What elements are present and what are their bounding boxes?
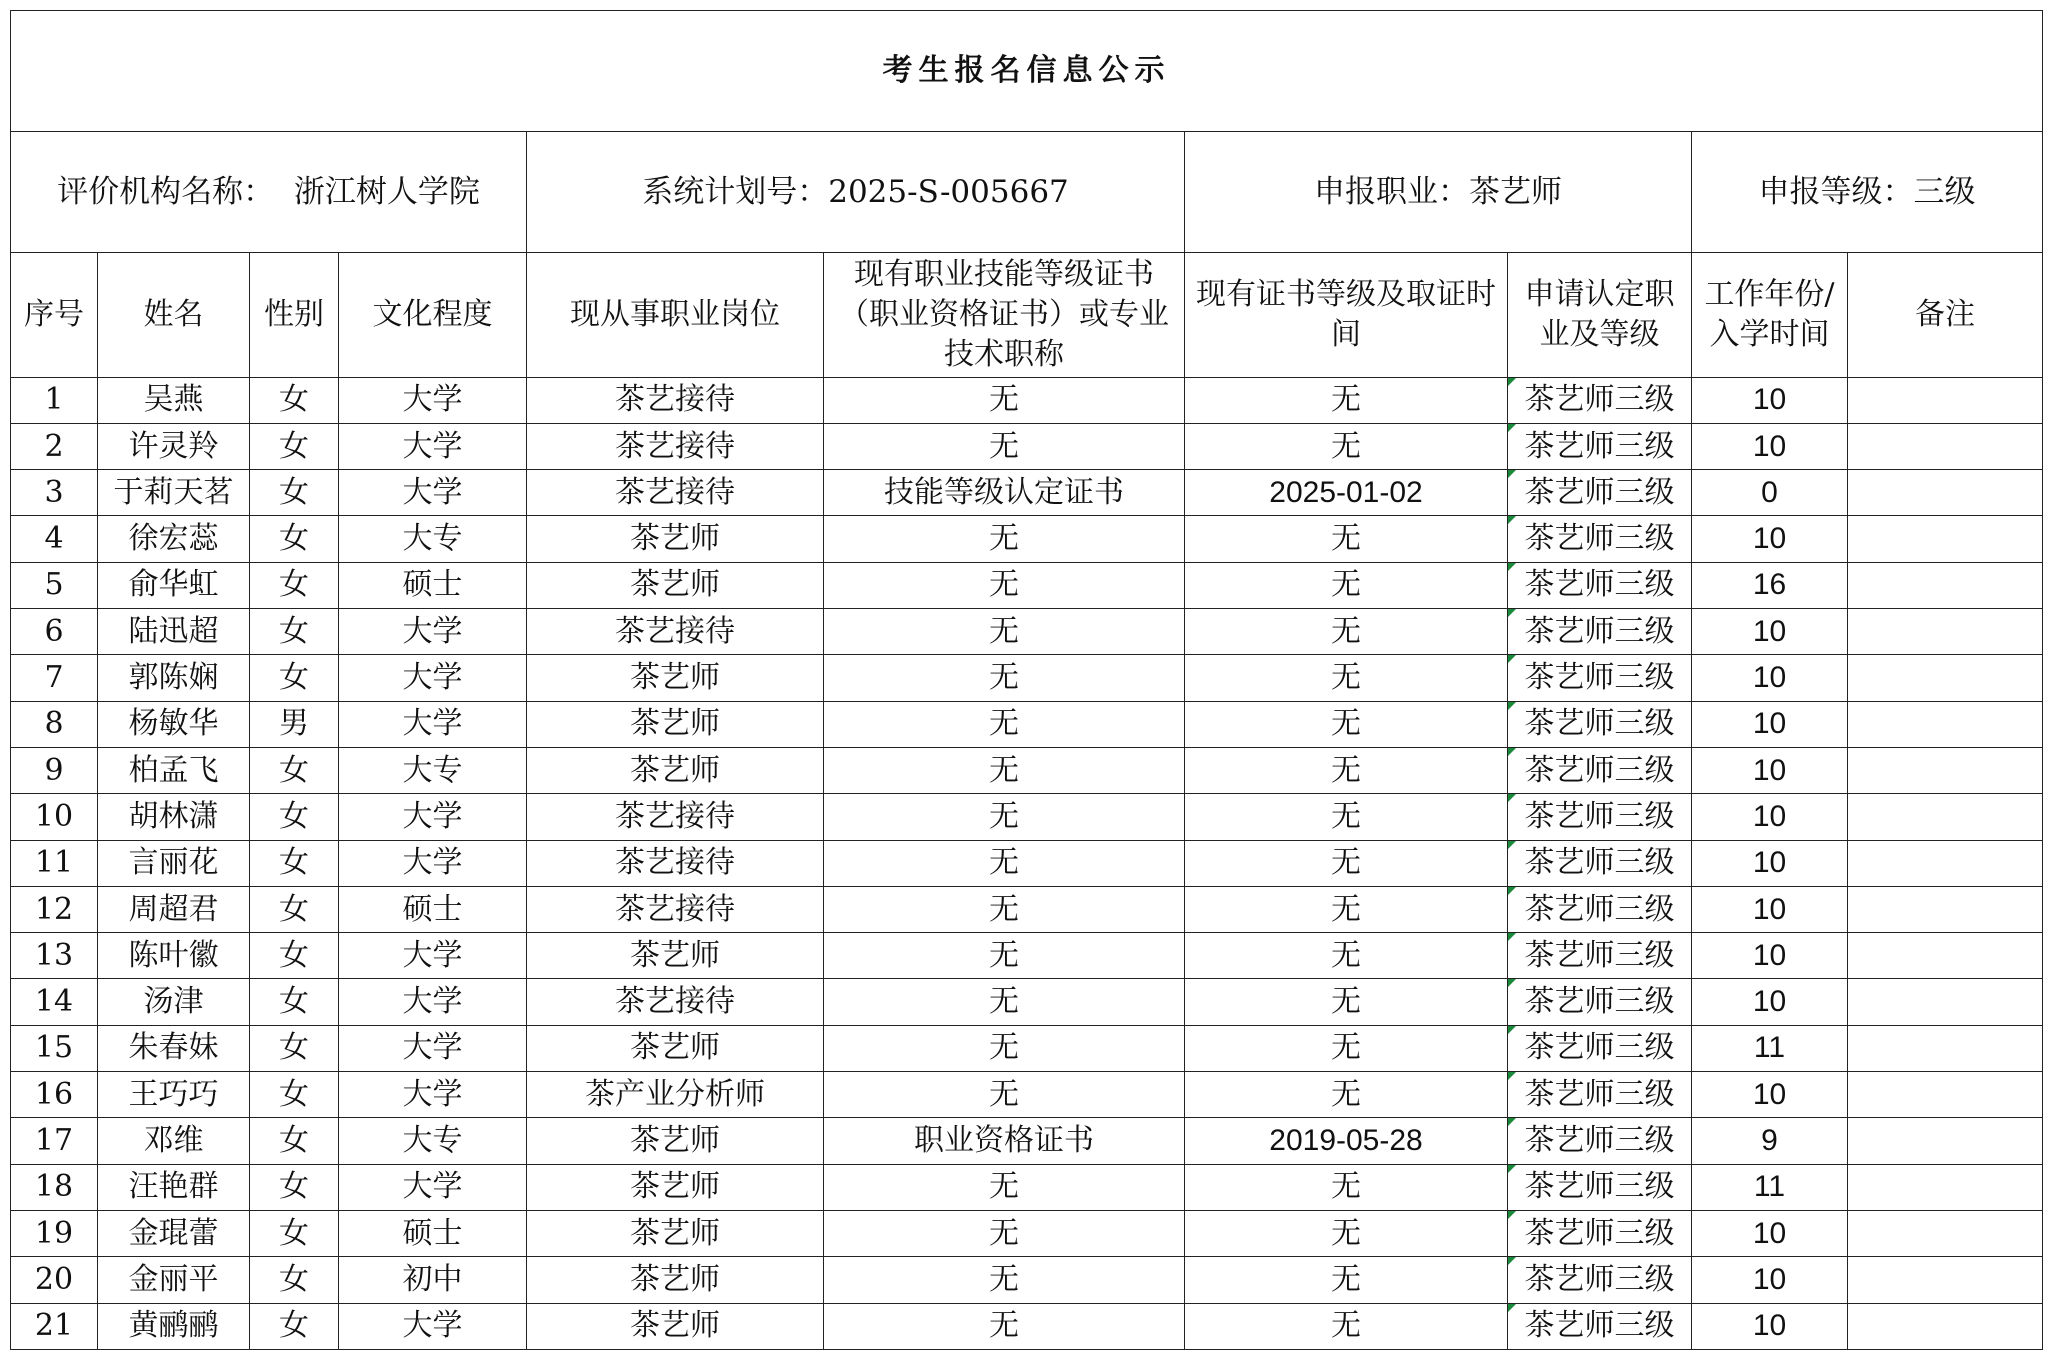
cell-current-job: 茶艺师 — [527, 1303, 824, 1349]
cell-work-years: 10 — [1692, 840, 1848, 886]
registration-table — [10, 10, 2043, 1350]
cell-gender: 女 — [250, 562, 339, 608]
cell-remark — [1848, 1025, 2043, 1071]
cell-apply-level: 茶艺师三级 — [1508, 516, 1692, 562]
cell-apply-level: 茶艺师三级 — [1508, 701, 1692, 747]
cell-education: 硕士 — [339, 562, 527, 608]
cell-seq: 1 — [11, 377, 98, 423]
cell-seq: 7 — [11, 655, 98, 701]
cell-cert-time: 无 — [1185, 886, 1508, 932]
cell-seq: 18 — [11, 1164, 98, 1210]
cell-apply-level: 茶艺师三级 — [1508, 377, 1692, 423]
cell-cert-time: 无 — [1185, 701, 1508, 747]
cell-education: 大学 — [339, 1025, 527, 1071]
cell-current-cert: 无 — [824, 609, 1185, 655]
cell-cert-time: 无 — [1185, 747, 1508, 793]
cell-current-cert: 无 — [824, 794, 1185, 840]
cell-remark — [1848, 747, 2043, 793]
table-row — [11, 1164, 2043, 1210]
cell-seq: 3 — [11, 470, 98, 516]
cell-seq: 17 — [11, 1118, 98, 1164]
table-row — [11, 794, 2043, 840]
cell-gender: 女 — [250, 1164, 339, 1210]
cell-gender: 女 — [250, 1303, 339, 1349]
cell-work-years: 10 — [1692, 516, 1848, 562]
cell-remark — [1848, 1072, 2043, 1118]
cell-seq: 14 — [11, 979, 98, 1025]
cell-seq: 20 — [11, 1257, 98, 1303]
cell-work-years: 10 — [1692, 886, 1848, 932]
header-name: 姓名 — [98, 252, 250, 377]
cell-work-years: 10 — [1692, 979, 1848, 1025]
cell-education: 大专 — [339, 747, 527, 793]
cell-gender: 女 — [250, 1072, 339, 1118]
cell-current-job: 茶艺师 — [527, 562, 824, 608]
declared-level: 申报等级：三级 — [1692, 131, 2043, 252]
cell-seq: 5 — [11, 562, 98, 608]
cell-cert-time: 无 — [1185, 840, 1508, 886]
page-title: 考生报名信息公示 — [11, 11, 2043, 132]
cell-current-cert: 无 — [824, 747, 1185, 793]
cell-name: 陈叶徽 — [98, 933, 250, 979]
cell-apply-level: 茶艺师三级 — [1508, 1072, 1692, 1118]
cell-current-cert: 无 — [824, 979, 1185, 1025]
cell-current-job: 茶艺接待 — [527, 609, 824, 655]
table-row — [11, 1257, 2043, 1303]
cell-name: 言丽花 — [98, 840, 250, 886]
table-row — [11, 1210, 2043, 1256]
cell-current-job: 茶艺师 — [527, 655, 824, 701]
header-work-years: 工作年份/入学时间 — [1692, 252, 1848, 377]
cell-work-years: 10 — [1692, 794, 1848, 840]
header-seq: 序号 — [11, 252, 98, 377]
cell-remark — [1848, 979, 2043, 1025]
institution-name: 评价机构名称： 浙江树人学院 — [11, 131, 527, 252]
cell-remark — [1848, 1303, 2043, 1349]
cell-name: 胡林潇 — [98, 794, 250, 840]
header-current-cert: 现有职业技能等级证书（职业资格证书）或专业技术职称 — [824, 252, 1185, 377]
cell-education: 大学 — [339, 470, 527, 516]
plan-number: 系统计划号：2025-S-005667 — [527, 131, 1185, 252]
cell-education: 大学 — [339, 933, 527, 979]
cell-work-years: 10 — [1692, 655, 1848, 701]
cell-education: 大专 — [339, 1118, 527, 1164]
cell-seq: 8 — [11, 701, 98, 747]
cell-current-job: 茶产业分析师 — [527, 1072, 824, 1118]
cell-work-years: 10 — [1692, 1257, 1848, 1303]
cell-gender: 女 — [250, 794, 339, 840]
cell-current-job: 茶艺师 — [527, 701, 824, 747]
cell-remark — [1848, 1257, 2043, 1303]
table-row — [11, 609, 2043, 655]
cell-current-job: 茶艺接待 — [527, 470, 824, 516]
cell-gender: 女 — [250, 840, 339, 886]
cell-current-job: 茶艺师 — [527, 516, 824, 562]
cell-current-job: 茶艺师 — [527, 933, 824, 979]
cell-work-years: 9 — [1692, 1118, 1848, 1164]
cell-cert-time: 2019-05-28 — [1185, 1118, 1508, 1164]
cell-current-cert: 无 — [824, 562, 1185, 608]
cell-seq: 10 — [11, 794, 98, 840]
cell-gender: 女 — [250, 470, 339, 516]
cell-current-cert: 无 — [824, 655, 1185, 701]
table-row — [11, 979, 2043, 1025]
cell-remark — [1848, 886, 2043, 932]
cell-apply-level: 茶艺师三级 — [1508, 747, 1692, 793]
cell-work-years: 10 — [1692, 1303, 1848, 1349]
cell-apply-level: 茶艺师三级 — [1508, 1303, 1692, 1349]
cell-cert-time: 无 — [1185, 655, 1508, 701]
header-cert-time: 现有证书等级及取证时间 — [1185, 252, 1508, 377]
cell-gender: 男 — [250, 701, 339, 747]
cell-work-years: 11 — [1692, 1164, 1848, 1210]
cell-work-years: 10 — [1692, 423, 1848, 469]
cell-gender: 女 — [250, 1210, 339, 1256]
cell-remark — [1848, 470, 2043, 516]
cell-current-job: 茶艺接待 — [527, 979, 824, 1025]
cell-remark — [1848, 562, 2043, 608]
cell-education: 大学 — [339, 609, 527, 655]
cell-name: 吴燕 — [98, 377, 250, 423]
cell-remark — [1848, 423, 2043, 469]
cell-remark — [1848, 1210, 2043, 1256]
cell-name: 金丽平 — [98, 1257, 250, 1303]
cell-work-years: 10 — [1692, 747, 1848, 793]
cell-cert-time: 无 — [1185, 1164, 1508, 1210]
cell-cert-time: 无 — [1185, 1210, 1508, 1256]
cell-cert-time: 无 — [1185, 377, 1508, 423]
table-row — [11, 1303, 2043, 1349]
cell-remark — [1848, 840, 2043, 886]
cell-name: 朱春妹 — [98, 1025, 250, 1071]
cell-education: 大学 — [339, 1072, 527, 1118]
cell-education: 大学 — [339, 701, 527, 747]
cell-cert-time: 无 — [1185, 1025, 1508, 1071]
cell-education: 大学 — [339, 423, 527, 469]
table-row — [11, 1025, 2043, 1071]
cell-remark — [1848, 933, 2043, 979]
header-apply-level: 申请认定职业及等级 — [1508, 252, 1692, 377]
cell-remark — [1848, 377, 2043, 423]
cell-remark — [1848, 516, 2043, 562]
cell-work-years: 10 — [1692, 701, 1848, 747]
cell-seq: 4 — [11, 516, 98, 562]
cell-apply-level: 茶艺师三级 — [1508, 470, 1692, 516]
cell-remark — [1848, 655, 2043, 701]
cell-seq: 6 — [11, 609, 98, 655]
cell-gender: 女 — [250, 886, 339, 932]
cell-name: 徐宏蕊 — [98, 516, 250, 562]
cell-education: 大专 — [339, 516, 527, 562]
header-current-job: 现从事职业岗位 — [527, 252, 824, 377]
table-row — [11, 516, 2043, 562]
cell-remark — [1848, 609, 2043, 655]
cell-cert-time: 无 — [1185, 1303, 1508, 1349]
cell-current-cert: 无 — [824, 1164, 1185, 1210]
cell-work-years: 0 — [1692, 470, 1848, 516]
cell-current-cert: 无 — [824, 1257, 1185, 1303]
cell-gender: 女 — [250, 747, 339, 793]
cell-cert-time: 无 — [1185, 609, 1508, 655]
cell-education: 大学 — [339, 655, 527, 701]
cell-name: 汤津 — [98, 979, 250, 1025]
cell-current-job: 茶艺接待 — [527, 377, 824, 423]
cell-cert-time: 无 — [1185, 516, 1508, 562]
table-row — [11, 840, 2043, 886]
cell-gender: 女 — [250, 423, 339, 469]
table-row — [11, 747, 2043, 793]
cell-name: 王巧巧 — [98, 1072, 250, 1118]
cell-apply-level: 茶艺师三级 — [1508, 794, 1692, 840]
declared-occupation: 申报职业：茶艺师 — [1185, 131, 1692, 252]
cell-name: 黄鹂鹂 — [98, 1303, 250, 1349]
cell-current-cert: 职业资格证书 — [824, 1118, 1185, 1164]
cell-education: 大学 — [339, 1303, 527, 1349]
cell-apply-level: 茶艺师三级 — [1508, 609, 1692, 655]
cell-name: 周超君 — [98, 886, 250, 932]
cell-apply-level: 茶艺师三级 — [1508, 886, 1692, 932]
cell-apply-level: 茶艺师三级 — [1508, 423, 1692, 469]
cell-education: 大学 — [339, 794, 527, 840]
cell-education: 大学 — [339, 377, 527, 423]
cell-current-cert: 无 — [824, 423, 1185, 469]
cell-education: 硕士 — [339, 886, 527, 932]
table-row — [11, 933, 2043, 979]
cell-current-cert: 无 — [824, 886, 1185, 932]
cell-cert-time: 无 — [1185, 794, 1508, 840]
cell-seq: 12 — [11, 886, 98, 932]
table-row — [11, 1072, 2043, 1118]
cell-current-cert: 技能等级认定证书 — [824, 470, 1185, 516]
cell-apply-level: 茶艺师三级 — [1508, 1210, 1692, 1256]
cell-current-cert: 无 — [824, 1025, 1185, 1071]
cell-remark — [1848, 1164, 2043, 1210]
cell-gender: 女 — [250, 1025, 339, 1071]
table-row — [11, 423, 2043, 469]
cell-current-cert: 无 — [824, 377, 1185, 423]
cell-seq: 11 — [11, 840, 98, 886]
cell-cert-time: 无 — [1185, 933, 1508, 979]
cell-work-years: 10 — [1692, 933, 1848, 979]
cell-apply-level: 茶艺师三级 — [1508, 1118, 1692, 1164]
cell-seq: 9 — [11, 747, 98, 793]
table-row — [11, 562, 2043, 608]
cell-work-years: 10 — [1692, 377, 1848, 423]
table-row — [11, 1118, 2043, 1164]
header-gender: 性别 — [250, 252, 339, 377]
header-education: 文化程度 — [339, 252, 527, 377]
cell-seq: 16 — [11, 1072, 98, 1118]
cell-cert-time: 无 — [1185, 423, 1508, 469]
cell-education: 硕士 — [339, 1210, 527, 1256]
cell-gender: 女 — [250, 979, 339, 1025]
cell-name: 于莉天茗 — [98, 470, 250, 516]
cell-current-job: 茶艺师 — [527, 1118, 824, 1164]
cell-gender: 女 — [250, 933, 339, 979]
cell-current-cert: 无 — [824, 1210, 1185, 1256]
cell-current-job: 茶艺师 — [527, 1025, 824, 1071]
cell-cert-time: 无 — [1185, 1072, 1508, 1118]
cell-cert-time: 无 — [1185, 979, 1508, 1025]
cell-education: 大学 — [339, 979, 527, 1025]
table-row — [11, 377, 2043, 423]
cell-current-job: 茶艺接待 — [527, 840, 824, 886]
cell-education: 大学 — [339, 1164, 527, 1210]
cell-cert-time: 无 — [1185, 1257, 1508, 1303]
cell-name: 陆迅超 — [98, 609, 250, 655]
cell-cert-time: 无 — [1185, 562, 1508, 608]
cell-gender: 女 — [250, 377, 339, 423]
cell-cert-time: 2025-01-02 — [1185, 470, 1508, 516]
table-row — [11, 470, 2043, 516]
cell-apply-level: 茶艺师三级 — [1508, 979, 1692, 1025]
cell-apply-level: 茶艺师三级 — [1508, 562, 1692, 608]
cell-seq: 2 — [11, 423, 98, 469]
cell-name: 杨敏华 — [98, 701, 250, 747]
cell-current-cert: 无 — [824, 933, 1185, 979]
cell-current-job: 茶艺师 — [527, 747, 824, 793]
cell-current-job: 茶艺师 — [527, 1257, 824, 1303]
cell-name: 邓维 — [98, 1118, 250, 1164]
cell-work-years: 11 — [1692, 1025, 1848, 1071]
cell-apply-level: 茶艺师三级 — [1508, 840, 1692, 886]
cell-current-job: 茶艺接待 — [527, 886, 824, 932]
cell-seq: 15 — [11, 1025, 98, 1071]
cell-work-years: 10 — [1692, 1072, 1848, 1118]
cell-gender: 女 — [250, 516, 339, 562]
cell-gender: 女 — [250, 609, 339, 655]
cell-name: 汪艳群 — [98, 1164, 250, 1210]
table-row — [11, 655, 2043, 701]
cell-apply-level: 茶艺师三级 — [1508, 1025, 1692, 1071]
cell-remark — [1848, 1118, 2043, 1164]
cell-current-cert: 无 — [824, 701, 1185, 747]
cell-remark — [1848, 701, 2043, 747]
cell-seq: 21 — [11, 1303, 98, 1349]
cell-current-job: 茶艺接待 — [527, 794, 824, 840]
cell-current-cert: 无 — [824, 840, 1185, 886]
cell-apply-level: 茶艺师三级 — [1508, 655, 1692, 701]
cell-current-cert: 无 — [824, 516, 1185, 562]
cell-apply-level: 茶艺师三级 — [1508, 933, 1692, 979]
cell-current-job: 茶艺师 — [527, 1210, 824, 1256]
cell-apply-level: 茶艺师三级 — [1508, 1164, 1692, 1210]
cell-current-job: 茶艺接待 — [527, 423, 824, 469]
cell-current-cert: 无 — [824, 1072, 1185, 1118]
cell-name: 柏孟飞 — [98, 747, 250, 793]
cell-name: 郭陈娴 — [98, 655, 250, 701]
cell-work-years: 10 — [1692, 609, 1848, 655]
cell-gender: 女 — [250, 1257, 339, 1303]
cell-education: 初中 — [339, 1257, 527, 1303]
cell-name: 金琨蕾 — [98, 1210, 250, 1256]
cell-gender: 女 — [250, 1118, 339, 1164]
cell-apply-level: 茶艺师三级 — [1508, 1257, 1692, 1303]
cell-education: 大学 — [339, 840, 527, 886]
cell-gender: 女 — [250, 655, 339, 701]
header-remark: 备注 — [1848, 252, 2043, 377]
cell-current-cert: 无 — [824, 1303, 1185, 1349]
cell-work-years: 10 — [1692, 1210, 1848, 1256]
cell-seq: 19 — [11, 1210, 98, 1256]
cell-work-years: 16 — [1692, 562, 1848, 608]
cell-seq: 13 — [11, 933, 98, 979]
table-row — [11, 886, 2043, 932]
cell-current-job: 茶艺师 — [527, 1164, 824, 1210]
cell-name: 俞华虹 — [98, 562, 250, 608]
table-row — [11, 701, 2043, 747]
cell-remark — [1848, 794, 2043, 840]
cell-name: 许灵羚 — [98, 423, 250, 469]
